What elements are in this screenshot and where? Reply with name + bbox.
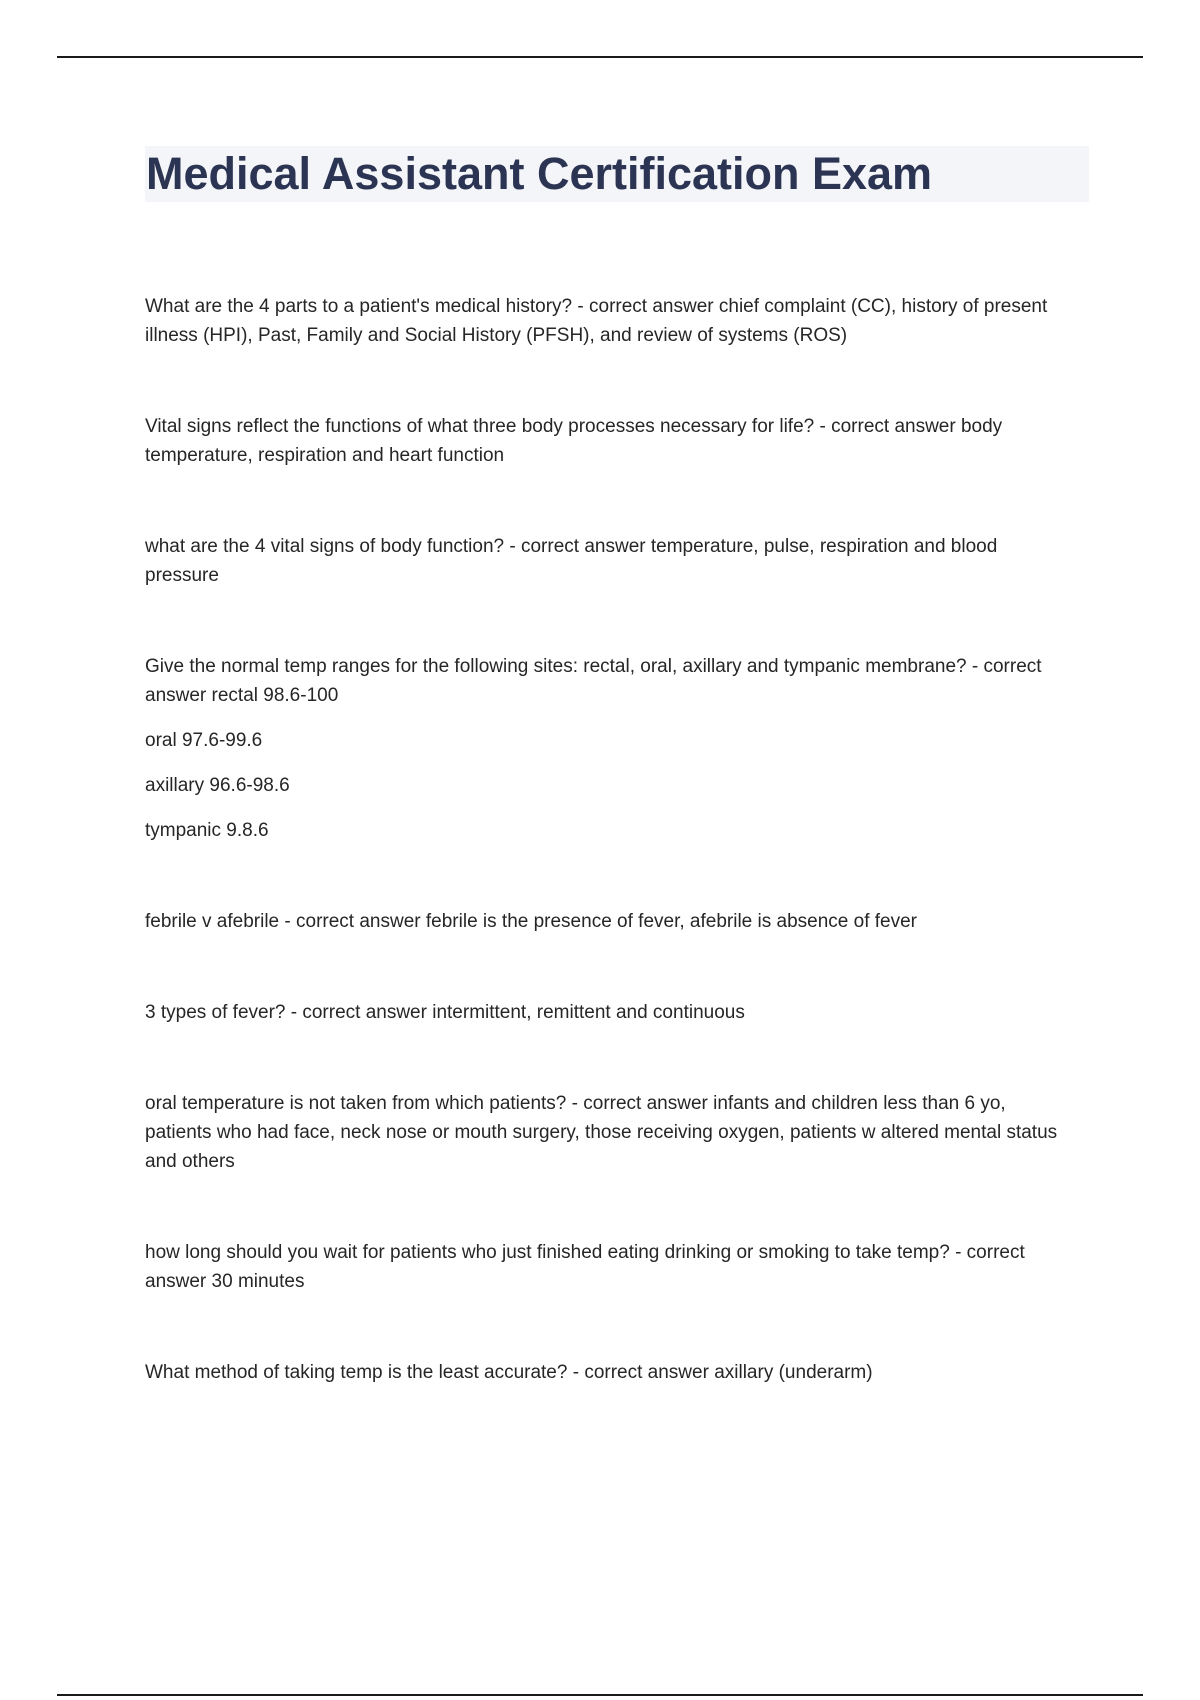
qa-item [145,1089,1075,1176]
qa-extra-line: tympanic 9.8.6 [145,820,269,841]
top-rule [57,56,1143,58]
qa-item [145,412,1075,470]
page-title: Medical Assistant Certification Exam [146,148,933,199]
qa-item [145,998,1075,1027]
qa-text: 3 types of fever? - correct answer intermittent, remittent and continuous [145,1002,745,1023]
qa-item [145,1358,1075,1387]
qa-item [145,532,1075,590]
qa-text: What are the 4 parts to a patient's medical history? - correct answer chief complaint (CC), history of present illness (HPI), Past, Family and Social History (PFSH), and review of systems (ROS) [145,296,1048,346]
qa-text: What method of taking temp is the least accurate? - correct answer axillary (underarm) [145,1362,873,1383]
qa-text: what are the 4 vital signs of body function? - correct answer temperature, pulse, respiration and blood pressure [145,536,998,586]
qa-text: febrile v afebrile - correct answer febrile is the presence of fever, afebrile is absence of fever [145,911,917,932]
qa-item [145,652,1075,845]
qa-extra-line: axillary 96.6-98.6 [145,775,290,796]
qa-item [145,907,1075,936]
qa-extra-line: oral 97.6-99.6 [145,730,263,751]
qa-item [145,1238,1075,1296]
qa-text: how long should you wait for patients who just finished eating drinking or smoking to take temp? - correct answer 30 minutes [145,1242,1025,1292]
qa-text: Vital signs reflect the functions of what three body processes necessary for life? - correct answer body temperature, respiration and heart function [145,416,1003,466]
bottom-rule [57,1694,1143,1696]
qa-item [145,292,1075,350]
qa-list [145,292,1075,1387]
qa-text: Give the normal temp ranges for the following sites: rectal, oral, axillary and tympanic membrane? - correct answer rectal 98.6-100 [145,656,1042,706]
qa-text: oral temperature is not taken from which patients? - correct answer infants and children less than 6 yo, patients who had face, neck nose or mouth surgery, those receiving oxygen, patients w altered mental status and others [145,1093,1058,1172]
